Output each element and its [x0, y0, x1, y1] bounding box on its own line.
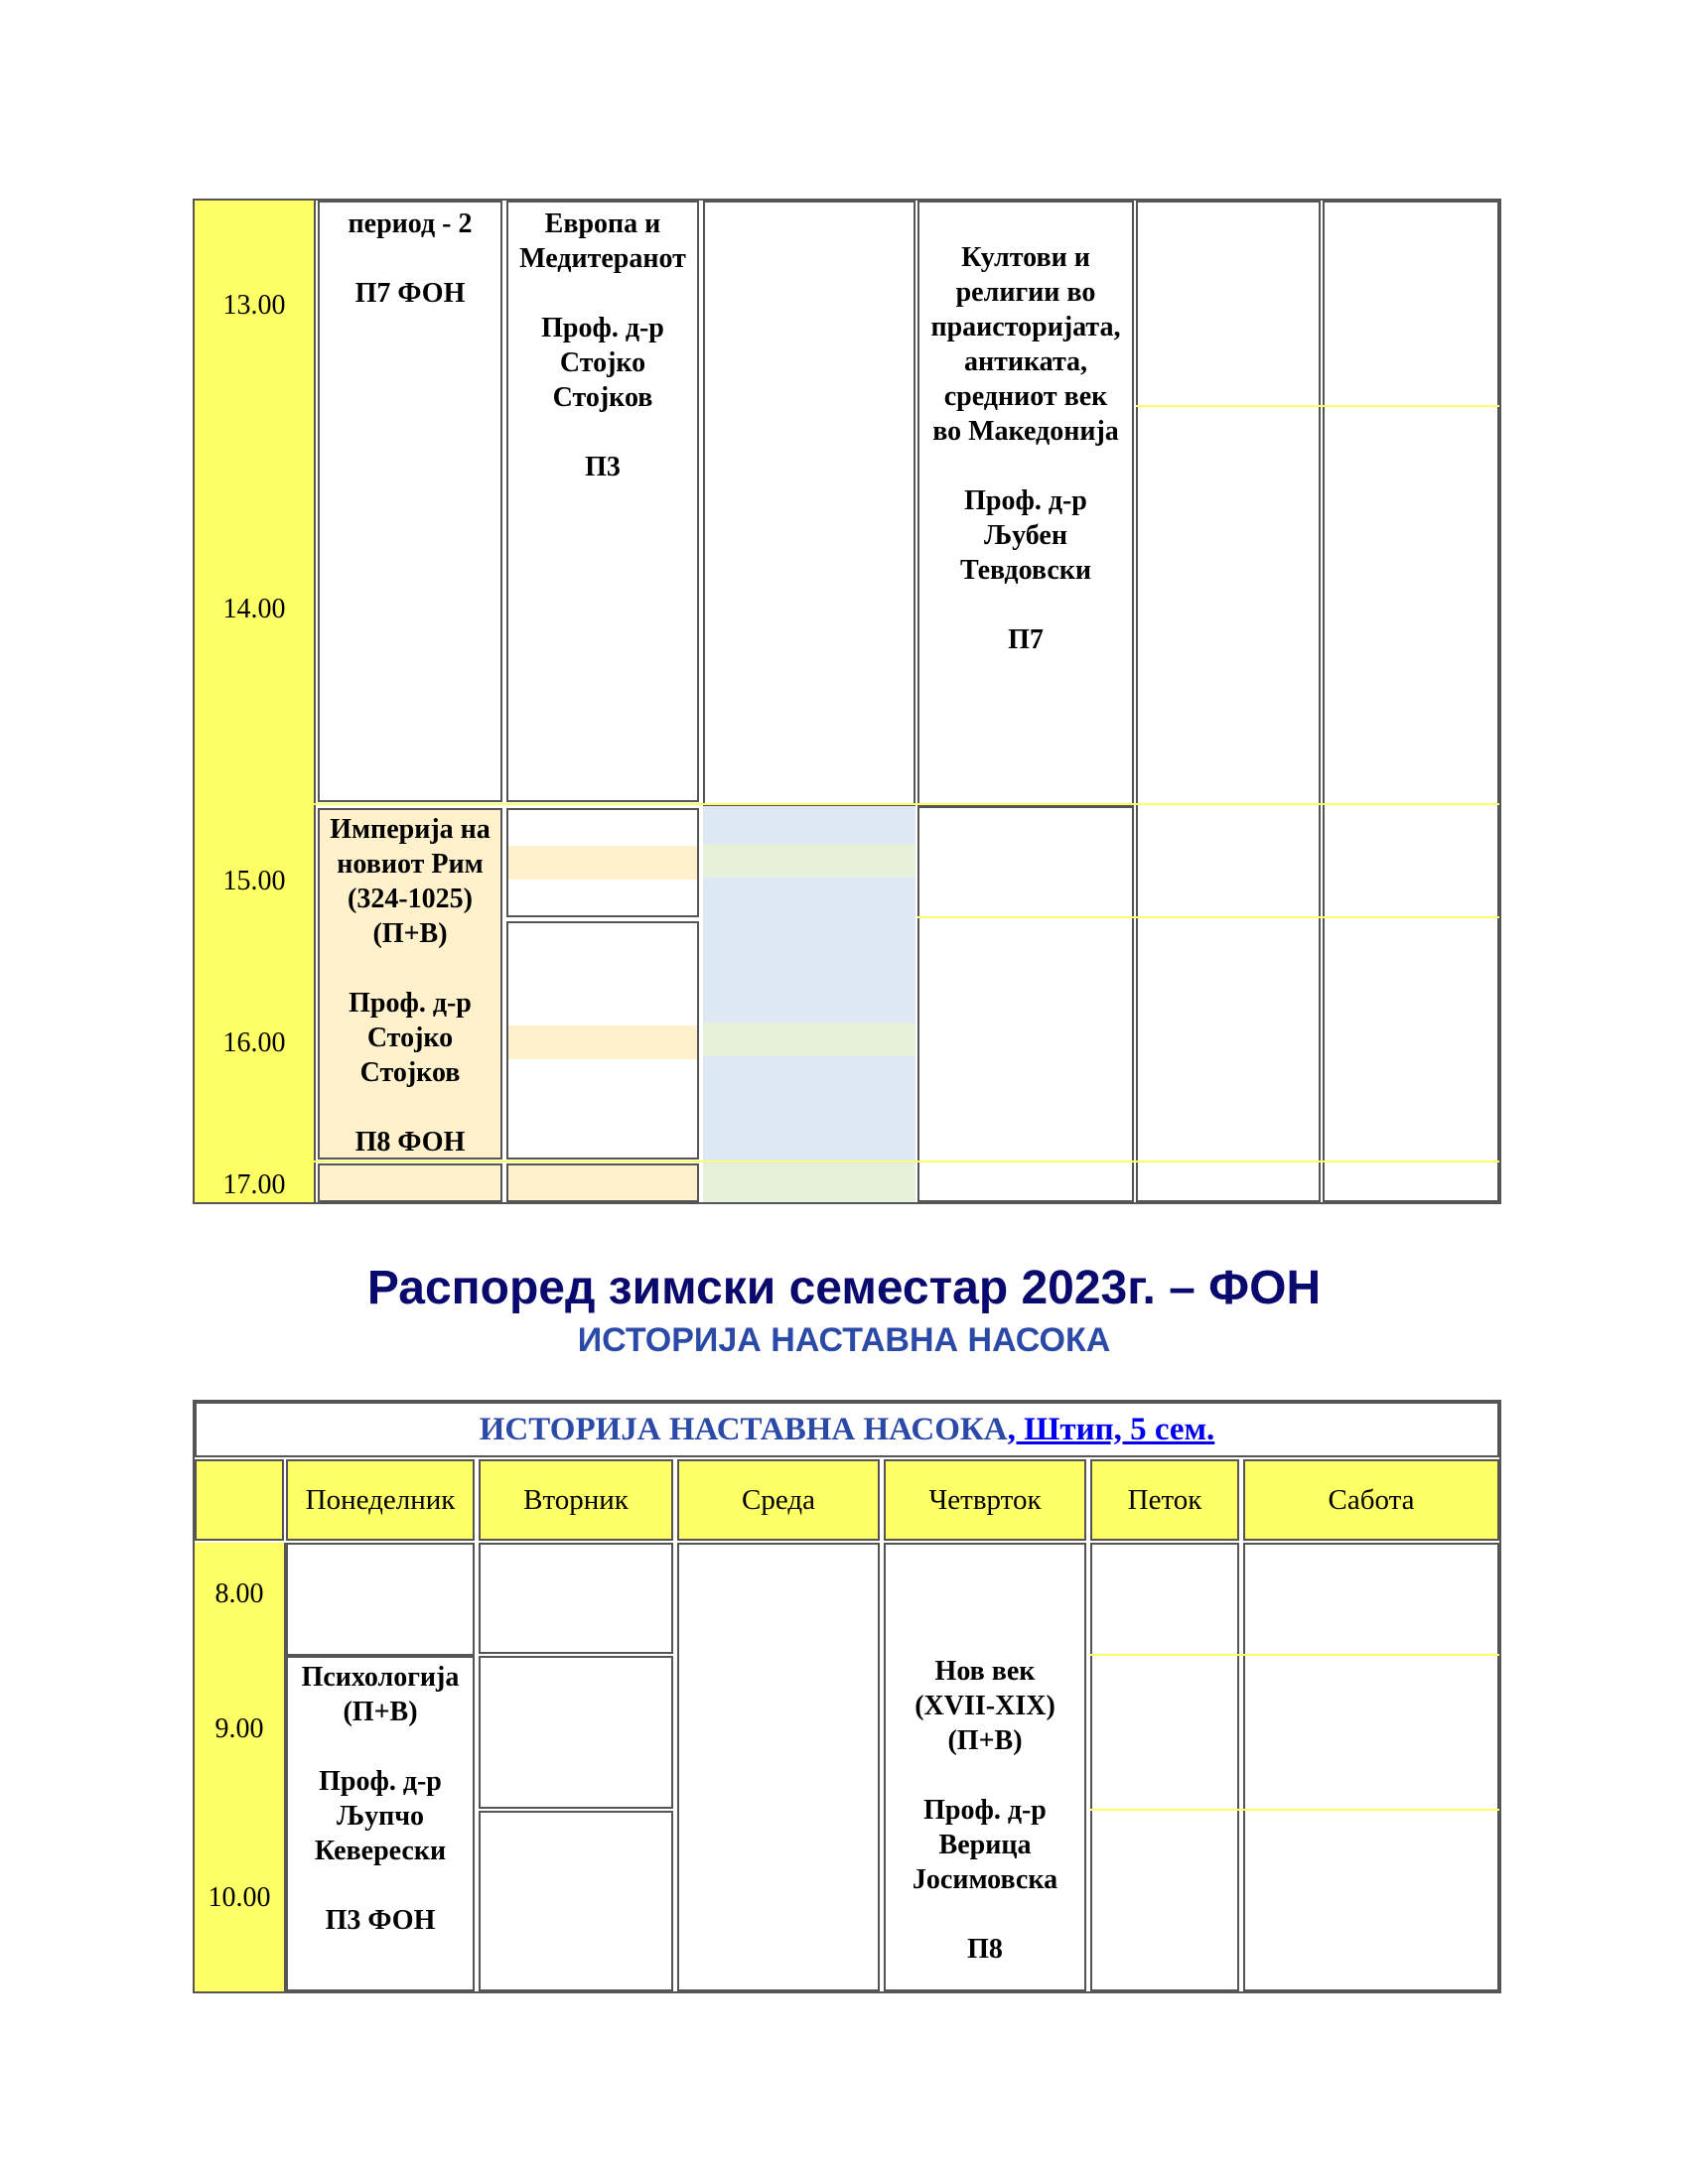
- schedule-table: [193, 1400, 1501, 1993]
- empty-cell: [479, 1811, 673, 1991]
- green-stripe: [703, 1163, 915, 1202]
- peach-stripe: [508, 1025, 697, 1059]
- row-divider: [195, 916, 314, 918]
- course-cell-empire-new-rome: [318, 808, 502, 1160]
- time-label: 8.00: [214, 1578, 264, 1609]
- header-day: Вторник: [479, 1459, 673, 1541]
- page-title: Распоред зимски семестар 2023г. – ФОН: [366, 1262, 1322, 1314]
- row-divider: [195, 405, 314, 407]
- empty-cell: [1323, 201, 1499, 1202]
- empty-cell: [506, 808, 699, 917]
- course-cell-modern-age: [884, 1543, 1086, 1991]
- empty-cell: [1136, 201, 1321, 1202]
- header-day: Петок: [1090, 1459, 1239, 1541]
- empty-cell: [479, 1656, 673, 1809]
- row-divider: [1136, 405, 1499, 407]
- caption-link[interactable]: , Штип, 5 сем.: [1007, 1412, 1215, 1447]
- course-cell-cults-religions: [917, 201, 1134, 806]
- time-label: 16.00: [222, 1027, 286, 1058]
- course-text: период - 2 П7 ФОН: [348, 208, 473, 309]
- time-label: 13.00: [222, 290, 286, 321]
- header-day: Четврток: [884, 1459, 1086, 1541]
- course-cell-psychology: [286, 1656, 475, 1991]
- course-text: Култови и религии во праисторијата, антиката, средниот век во Македонија Проф. д-р Љубен Тевдовски П7: [930, 242, 1121, 655]
- row-divider: [195, 1160, 1499, 1162]
- schedule-table-continued: [193, 199, 1501, 1204]
- empty-cell: [677, 1543, 880, 1991]
- empty-cell: [286, 1543, 475, 1656]
- header-corner: [195, 1459, 284, 1541]
- page-subtitle: ИСТОРИЈА НАСТАВНА НАСОКА: [577, 1321, 1111, 1359]
- time-label: 9.00: [214, 1713, 264, 1744]
- row-divider: [1090, 1809, 1499, 1811]
- course-text: Европа и Медитеранот Проф. д-р Стојко Стојков П3: [519, 208, 686, 482]
- header-day: Понеделник: [286, 1459, 475, 1541]
- peach-stripe: [508, 846, 697, 880]
- course-cell-europe-mediterranean: [506, 201, 699, 802]
- empty-cell: [917, 806, 1134, 1202]
- row-divider: [1090, 1654, 1499, 1656]
- course-cell-period: [318, 201, 502, 802]
- row-divider: [917, 916, 1499, 918]
- green-stripe: [703, 1023, 915, 1056]
- time-label: 14.00: [222, 594, 286, 624]
- empty-cell: [506, 921, 699, 1160]
- empty-cell: [703, 201, 915, 806]
- header-day: Среда: [677, 1459, 880, 1541]
- empty-cell: [318, 1163, 502, 1202]
- row-divider: [195, 1655, 284, 1657]
- green-stripe: [703, 844, 915, 878]
- header-day: Сабота: [1243, 1459, 1499, 1541]
- course-text: Нов век (XVII-XIX) (П+В) Проф. д-р Верица Јосимовска П8: [912, 1656, 1058, 1965]
- course-text: Психологија (П+В) Проф. д-р Љупчо Кеверески П3 ФОН: [301, 1662, 460, 1936]
- row-divider: [195, 803, 1499, 805]
- empty-cell: [479, 1543, 673, 1654]
- time-label: 10.00: [208, 1882, 271, 1913]
- caption-title: ИСТОРИЈА НАСТАВНА НАСОКА: [479, 1412, 1008, 1447]
- empty-cell: [1090, 1543, 1239, 1991]
- table-caption: [195, 1402, 1499, 1457]
- time-label: 15.00: [222, 866, 286, 896]
- row-divider: [195, 1809, 284, 1811]
- empty-cell: [506, 1163, 699, 1202]
- shaded-cell: [703, 806, 915, 1202]
- empty-cell: [1243, 1543, 1499, 1991]
- course-text: Империја на новиот Рим (324-1025) (П+В) Проф. д-р Стојко Стојков П8 ФОН: [330, 814, 491, 1158]
- time-label: 17.00: [222, 1169, 286, 1200]
